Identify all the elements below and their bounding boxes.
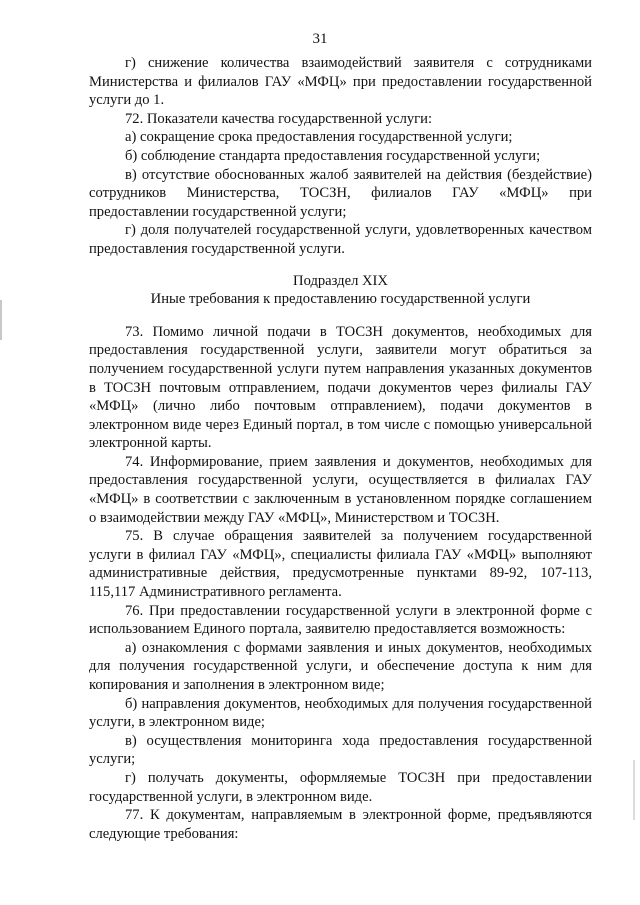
scan-edge-mark: [633, 760, 635, 820]
section-title: Иные требования к предоставлению государственной услуги: [150, 291, 531, 308]
document-body: [89, 54, 592, 843]
paragraph-76: 76. При предоставлении государственной услуги в электронной форме с использованием Единого портала, заявителю предоставляется возможность:: [89, 602, 592, 638]
paragraph-74: 74. Информирование, прием заявления и документов, необходимых для предоставления государственной услуги, осуществляется в филиалах ГАУ «МФЦ» в соответствии с заключенным в установленном порядке соглашением о взаимодействии между ГАУ «МФЦ», Министерством и ТОСЗН.: [89, 453, 592, 526]
paragraph-72-b: б) соблюдение стандарта предоставления государственной услуги;: [125, 147, 541, 164]
section-heading: Подраздел XIX: [293, 272, 388, 289]
page-number: 31: [312, 31, 328, 47]
paragraph-76-v: в) осуществления мониторинга хода предоставления государственной услуги;: [89, 732, 592, 768]
scan-edge-mark: [0, 300, 2, 340]
paragraph-76-b: б) направления документов, необходимых для получения государственной услуги, в электронном виде;: [89, 695, 592, 731]
paragraph-75: 75. В случае обращения заявителей за получением государственной услуги в филиал ГАУ «МФЦ», специалисты филиала ГАУ «МФЦ» выполняют административные действия, предусмотренные пунктами 89-92, 107-113, 115,117 Административного регламента.: [89, 528, 592, 601]
paragraph-72-a: а) сокращение срока предоставления государственной услуги;: [125, 129, 513, 146]
paragraph-72-v: в) отсутствие обоснованных жалоб заявителей на действия (бездействие) сотрудников Министерства, ТОСЗН, филиалов ГАУ «МФЦ» при предоставлении государственной услуги;: [89, 166, 592, 220]
paragraph-72: 72. Показатели качества государственной услуги:: [125, 110, 433, 127]
paragraph-76-g: г) получать документы, оформляемые ТОСЗН при предоставлении государственной услуги, в электронном виде.: [89, 769, 592, 805]
paragraph-77: 77. К документам, направляемым в электронной форме, предъявляются следующие требования:: [89, 807, 592, 842]
paragraph-71-g: г) снижение количества взаимодействий заявителя с сотрудниками Министерства и филиалов ГАУ «МФЦ» при предоставлении государственной услуги до 1.: [89, 55, 592, 109]
paragraph-73: 73. Помимо личной подачи в ТОСЗН документов, необходимых для предоставления государственной услуги, заявители могут обратиться за получением государственной услуги путем направления указанных документов в ТОСЗН почтовым отправлением, подачи документов через филиалы ГАУ «МФЦ» (лично либо почтовым отправлением), подачи документов в электронном виде через Единый портал, в том числе с помощью универсальной электронной карты.: [89, 323, 592, 452]
paragraph-76-a: а) ознакомления с формами заявления и иных документов, необходимых для получения государственной услуги, и обеспечение доступа к ним для копирования и заполнения в электронном виде;: [89, 639, 592, 693]
paragraph-72-g: г) доля получателей государственной услуги, удовлетворенных качеством предоставления государственной услуги.: [89, 222, 592, 257]
